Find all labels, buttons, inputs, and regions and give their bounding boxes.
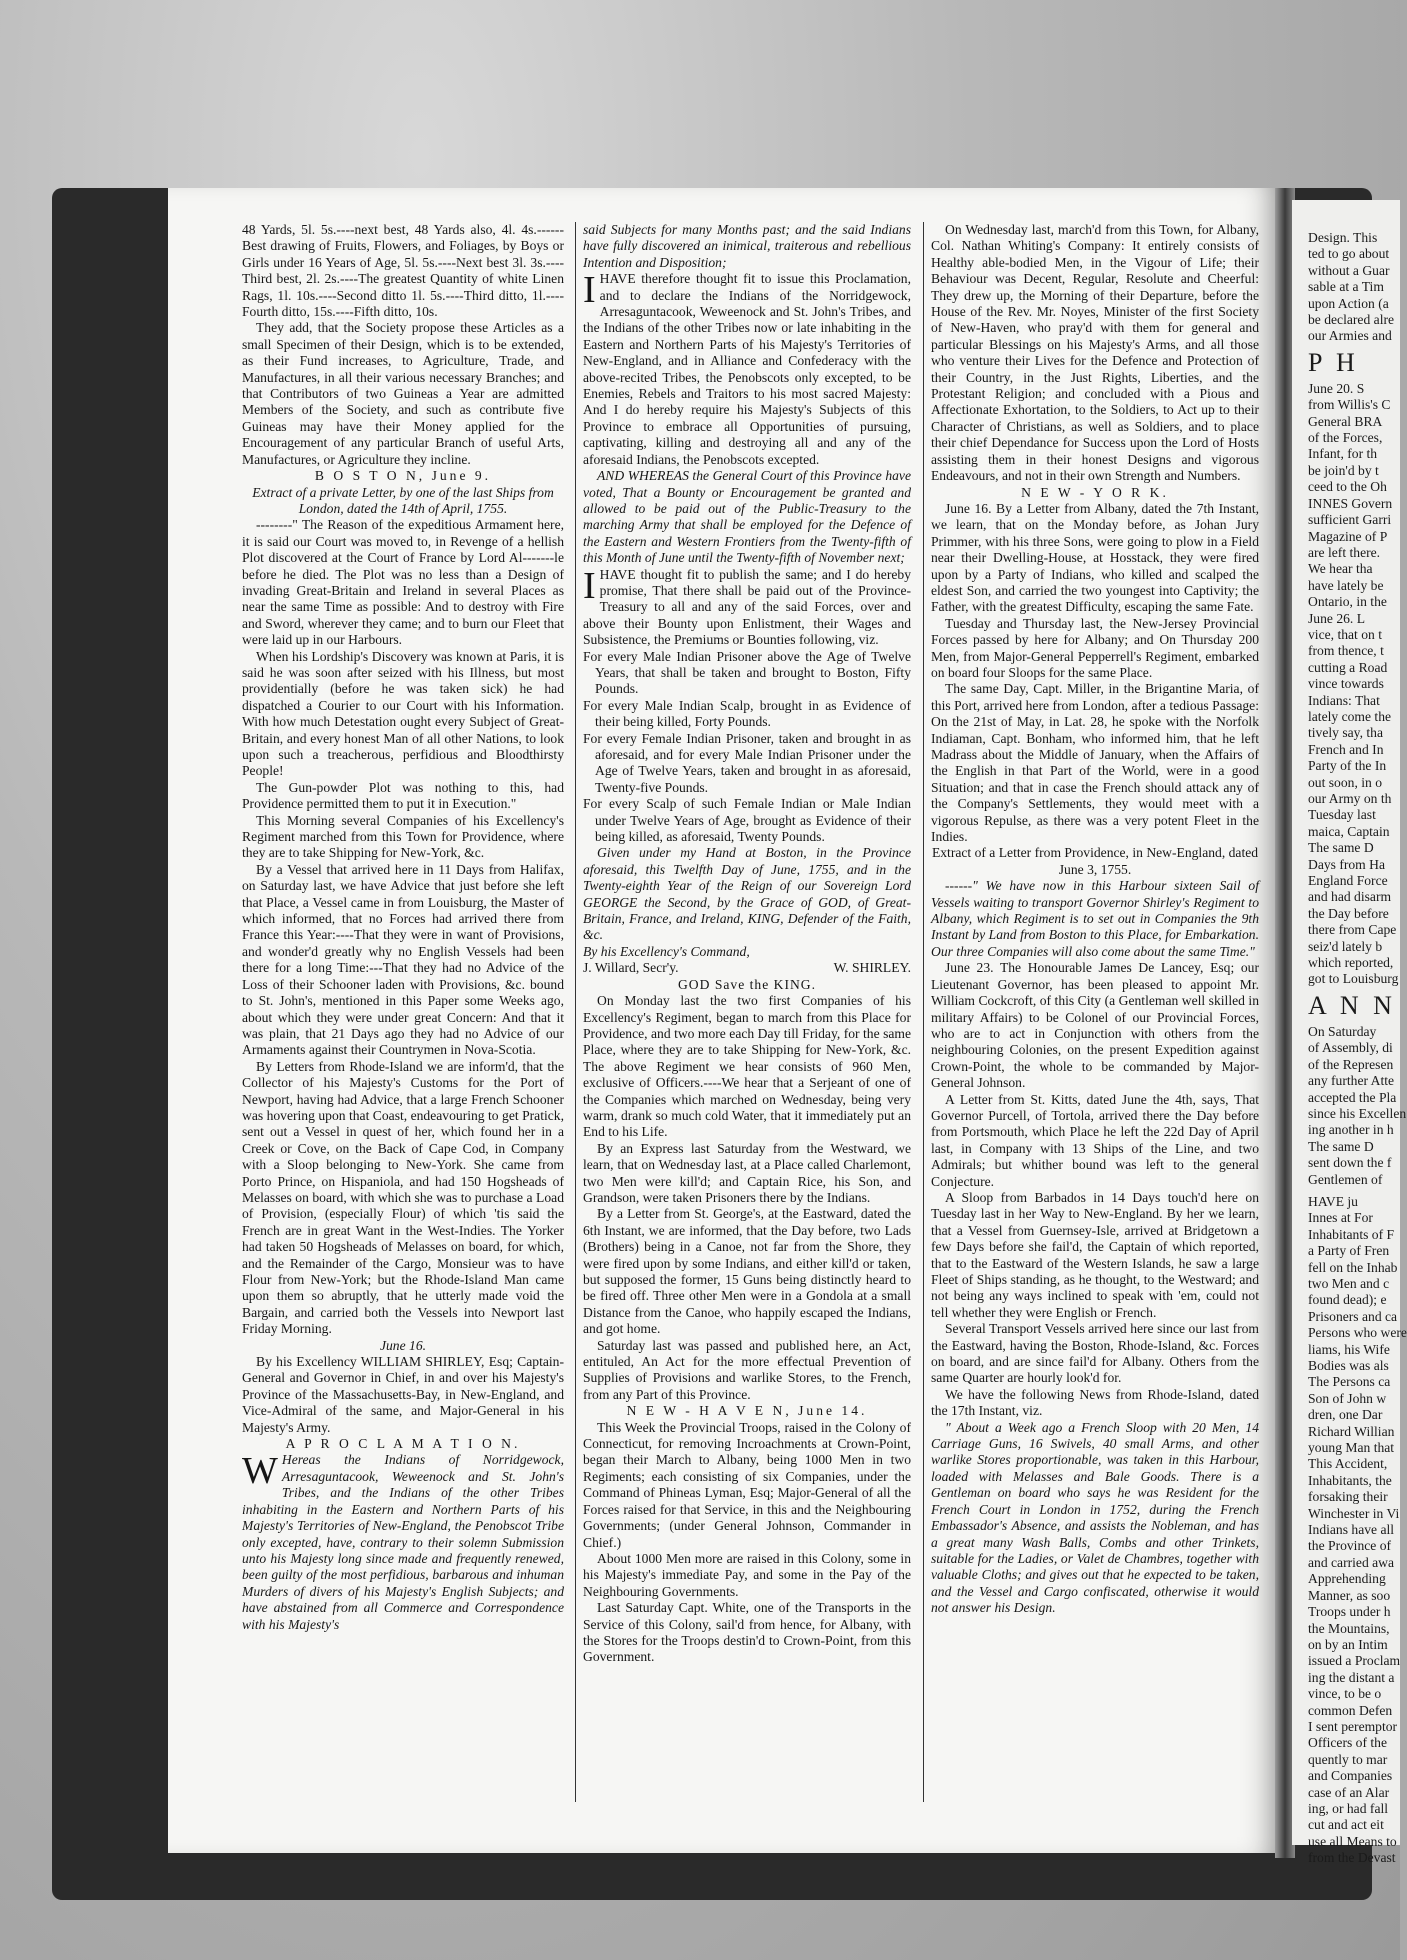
right-page-line: vince towards [1308,676,1384,692]
right-page-line: June 20. S [1308,380,1365,396]
right-page-line: dren, one Dar [1308,1407,1383,1423]
right-page-line: Design. This [1308,230,1378,245]
right-page-line: Indians have all [1308,1522,1395,1538]
providence-extract-text: ------" We have now in this Harbour sixteen Sail of Vessels waiting to transport Governor Shirley's Regiment to Albany, which Regiment is to set out in Companies the 9th Instant by Land from Boston to this Place, for Embarkation. Our three Companies will also come about the same Time." [931,878,1259,959]
right-page-line: a Party of Fren [1308,1243,1390,1259]
right-page-line: got to Louisburg [1308,971,1399,987]
right-page-line: which reported, [1308,955,1394,971]
general-court-paragraph: AND WHEREAS the General Court of this Province have voted, That a Bounty or Encouragement be granted and allowed to be paid out of the Public-Treasury to the marching Army that shall be employed for the Defence of the Eastern and Western Frontiers from the Twenty-fifth of this Month of June until the Twenty-fifth of November next; [583,468,911,566]
right-page-line: We hear tha [1308,561,1373,577]
right-page-line: Apprehending [1308,1571,1386,1587]
right-page-line: ing another in h [1308,1122,1394,1138]
right-page-line: tively say, tha [1308,725,1383,741]
right-page-line: from the Devast [1308,1850,1396,1866]
right-page-block-1 [1308,230,1400,345]
right-page-line: Prisoners and ca [1308,1308,1398,1324]
right-page-line: of the Forces, [1308,430,1383,446]
right-page-line: General BRA [1308,413,1383,429]
column-rule-2 [923,222,924,1802]
proclamation-heading: A P R O C L A M A T I O N. [285,1436,521,1452]
newspaper-page-right [1292,200,1407,1866]
right-page-line: since his Excellen [1308,1105,1407,1121]
column-rule-1 [575,222,576,1802]
right-page-line: young Man that [1308,1440,1395,1456]
right-page-line: from thence, t [1308,643,1384,659]
rhode-island-paragraph: By Letters from Rhode-Island we are inform'd, that the Collector of his Majesty's Customs for the Port of Newport, having had Advice, that a large French Schooner was hovering upon that Coast, endeavouring to get Pratick, sent out a Vessel in quest of her, which found her in a Creek or Cove, on the Back of Cape Cod, in Company with a Sloop belonging to New-York. She came from Porto Prince, on Hispaniola, and had 150 Hogsheads of Melasses on board, with which she was to purchase a Load of Provision, (especially Flour) of which 'tis said the French are in great Want in the West-Indies. The Yorker had taken 50 Hogsheads of Melasses on board, for which, and the Remainder of the Cargo, Monsieur was to have Flour from New-York; but the Rhode-Island Man came upon them so abruptly, that he utterly made void the Bargain, and carried both the Vessels into Newport last Friday Morning. [242,1058,564,1337]
new-jersey-forces-paragraph: Tuesday and Thursday last, the New-Jersey Provincial Forces passed by here for Albany; and On Thursday 200 Men, from Major-General Pepperrell's Regiment, embarked on board four Sloops for the same Place. [931,615,1259,680]
right-page-line: England Force [1308,873,1388,889]
right-page-line: the Province of [1308,1538,1392,1554]
right-page-line: of the Represen [1308,1056,1394,1072]
plot-paragraph: --------" The Reason of the expeditious Armament here, it is said our Court was moved to, in Revenge of a hellish Plot discovered at the Court of France by Lord Al-------le before he died. The Plot was no less than a Design of invading Great-Britain and Ireland in several Places as near the same Time as possible: And to destroy with Fire and Sword, wherever they came; and to burn our Fleet that were laid up in our Harbours. [242,517,564,648]
right-page-line: I sent peremptor [1308,1718,1398,1734]
right-page-line: on by an Intim [1308,1636,1388,1652]
rhode-island-news-paragraph: We have the following News from Rhode-Island, dated the 17th Instant, viz. [931,1386,1259,1419]
gunpowder-paragraph: The Gun-powder Plot was nothing to this, had Providence permitted them to put it in Execution." [242,779,564,812]
right-page-line: ing the distant a [1308,1669,1395,1685]
bounty-item-4: For every Scalp of such Female Indian or Male Indian under Twelve Years of Age, brought as Evidence of their being killed, as aforesaid, Twenty Pounds. [583,796,911,845]
society-paragraph: They add, that the Society propose these Articles as a small Specimen of their Design, which is to be extended, as their Fund increases, to Agriculture, Trade, and Manufactures, in all their various necessary Branches; and that Contributors of two Guineas a Year are admitted Members of the Society, and such as contribute five Guineas may have their Money applied for the Encouragement of any particular Branch of useful Arts, Manufactures, or Agriculture they incline. [242,320,564,467]
proclamation-continued: said Subjects for many Months past; and the said Indians have fully discovered an inimical, traiterous and rebellious Intention and Disposition; [583,222,911,270]
transport-vessels-paragraph: Several Transport Vessels arrived here since our last from the Eastward, having the Boston, Rhode-Island, &c. Forces on board, and are since fail'd for Albany. Others from the same Quarter are hourly look'd for. [931,1321,1259,1386]
right-page-line: Party of the In [1308,758,1387,774]
right-page-line: Persons who were [1308,1325,1407,1341]
right-page-line: quently to mar [1308,1751,1388,1767]
st-georges-paragraph: By a Letter from St. George's, at the Eastward, dated the 6th Instant, we are informed, that the Day before, two Lads (Brothers) being in a Canoe, not far from the Shore, they were fired upon by some Indians, and either kill'd or taken, but supposed the former, 15 Guns being distinctly heard to be fired off. Three other Men were in a Gondola at a small Distance from the Canoe, who happily escaped the Indians, and got home. [583,1206,911,1337]
new-haven-dateline: N E W - H A V E N, June 14. [626,1403,868,1419]
st-kitts-paragraph: A Letter from St. Kitts, dated June the 4th, says, That Governor Purcell, of Tortola, arrived there the Day before from Portsmouth, which Place he left the 22d Day of April last, in Company with 13 Ships of the Line, and two Admirals; but whither bound was left to the general Conjecture. [931,1091,1259,1189]
right-page-line: seiz'd lately b [1308,938,1383,954]
right-page-line: our Army on th [1308,791,1392,806]
extract-heading: Extract of a private Letter, by one of the last Ships from London, dated the 14th of April, 1755. [252,484,554,516]
right-page-line: vice, that on t [1308,626,1382,642]
right-page-line: and Companies [1308,1768,1393,1784]
right-page-line: This Accident, [1308,1456,1388,1472]
right-page-line: Troops under h [1308,1604,1391,1620]
right-page-line: upon Action (a [1308,295,1389,311]
declaration-paragraph [583,271,911,468]
right-page-line: of Assembly, di [1308,1040,1393,1056]
right-page-line: Manner, as soo [1308,1587,1391,1603]
boston-dateline: B O S T O N, June 9. [314,468,492,484]
whiting-company-paragraph: On Wednesday last, march'd from this Town, for Albany, Col. Nathan Whiting's Company: It entirely consists of Healthy able-bodied Men, in the Vigour of Life; their Behaviour was Decent, Regular, Resolute and Cheerful: They drew up, the Morning of their Departure, before the House of the Rev. Mr. Noyes, Minister of the first Society of New-Haven, who pray'd with them for general and particular Blessings on his Majesty's Arms, and all those who venture their Lives for the Defence and Protection of their Country, in the Just Rights, Liberties, and the Protestant Religion; and concluded with a Pious and Affectionate Exhortation, to the Soldiers, to Act up to their Character of Christians, as well as Soldiers, and to place their chief Dependance for Success upon the Lord of Hosts assisting them in their honest Designs and vigorous Endeavours, and not in their own Strength and Numbers. [931,222,1259,484]
right-page-line: lately come the [1308,708,1392,724]
right-page-line: Infant, for th [1308,446,1378,462]
right-page-block-4 [1308,1193,1407,1867]
column-2 [583,222,911,1666]
right-page-line: Inhabitants, the [1308,1472,1392,1488]
right-page-heading-ph: P H [1308,347,1359,377]
secretary-signature: J. Willard, Secr'y. [583,960,679,976]
right-page-line: sent down the f [1308,1155,1392,1171]
right-page-line: ted to go about [1308,246,1390,262]
right-page-line: Richard Willian [1308,1423,1395,1439]
right-page-line: Ontario, in the [1308,594,1387,610]
right-page-line: case of an Alar [1308,1784,1390,1800]
right-page-line: ceed to the Oh [1308,479,1387,495]
bounty-item-2: For every Male Indian Scalp, brought in as Evidence of their being killed, Forty Pounds. [583,697,911,730]
column-3 [931,222,1259,1617]
right-page-line: and carried awa [1308,1554,1395,1570]
right-page-line: Gentlemen of [1308,1171,1383,1187]
right-page-line: Officers of the [1308,1735,1388,1751]
right-page-line: be declared alre [1308,312,1395,328]
bounty-item-3: For every Female Indian Prisoner, taken and brought in as aforesaid, and for every Male Indian Prisoner under the Age of Twelve Years, taken and brought in as aforesaid, Twenty-five Pounds. [583,730,911,795]
right-page-line: are left there. [1308,544,1381,560]
right-page-block-2 [1308,381,1400,988]
drop-cap: I [583,564,596,607]
right-page-line: ing, or had fall [1308,1800,1389,1816]
right-page-line: have lately be [1308,577,1384,593]
right-page-line: sable at a Tim [1308,279,1384,295]
right-page-line: use all Means to [1308,1833,1397,1849]
right-page-line: Tuesday last [1308,807,1376,823]
discovery-paragraph: When his Lordship's Discovery was known at Paris, it is said he was soon after seized with his Illness, but most providentially (before he was taken sick) he had dispatched a Courier to our Court with his Information. With how much Detestation ought every Subject of Great-Britain, and every honest Man of all other Nations, to look upon such a treacherous, perfidious and Bloodthirsty People! [242,648,564,779]
right-page-line: Indians: That [1308,692,1380,708]
right-page-line: Bodies was als [1308,1358,1389,1373]
right-page-line: cutting a Road [1308,659,1388,675]
bounty-paragraph [583,564,911,649]
bounty-text: HAVE thought fit to publish the same; and I do hereby promise, That there shall be paid out of the Province-Treasury to all and any of the said Forces, over and above their Bounty upon Enlistment, their Wages and Subsistence, the Premiums or Bounties following, viz. [583,566,911,648]
right-page-line: maica, Captain [1308,823,1390,839]
right-page-line: The Persons ca [1308,1374,1391,1390]
right-page-line: Inhabitants of F [1308,1226,1395,1242]
right-page-line: INNES Govern [1308,495,1393,511]
proclamation-whereas [242,1452,564,1632]
declaration-text: HAVE therefore thought fit to issue this Proclamation, and to declare the Indians of the Norridgewock, Arresaguntacook, Weweenock and St. John's Tribes, and the Indians of the other Tribes now or late inhabiting in the Eastern and Northern Parts of his Majesty's Territories of New-England, and in Alliance and Confederacy with the above-recited Tribes, the Penobscots only excepted, to be Enemies, Rebels and Traitors to his most sacred Majesty: And I do hereby require his Majesty's Subjects of this Province to embrace all Opportunities of pursuing, captivating, killing and destroying all and any of the aforesaid Indians, the Penobscots excepted. [583,271,911,467]
act-paragraph: Saturday last was passed and published here, an Act, entituled, An Act for the more effectual Prevention of Supplies of Provisions and warlike Stores, to the French, from any Part of this Province. [583,1337,911,1402]
right-page-line: HAVE ju [1308,1193,1358,1209]
right-page-line: without a Guar [1308,262,1390,278]
right-page-text [1292,200,1407,1867]
dateline-june-16: June 16. [379,1337,427,1353]
right-page-line: and had disarm [1308,889,1392,905]
right-page-line: accepted the Pla [1308,1089,1397,1105]
right-page-line: Winchester in Vi [1308,1505,1400,1521]
right-page-line: sufficient Garri [1308,512,1392,528]
right-page-line: issued a Proclam [1308,1653,1401,1669]
regiment-march-paragraph: On Monday last the two first Companies of his Excellency's Regiment, began to march from this Place for Providence, and two more each Day till Friday, for the same Place, where they are to take Shipping for New-York, &c. The above Regiment we hear consists of 960 Men, exclusive of Officers.----We hear that a Serjeant of one of the Companies which marched on Wednesday, being very warm, drank so much cold Water, that it immediately put an End to his Life. [583,993,911,1140]
companies-paragraph: This Morning several Companies of his Excellency's Regiment marched from this Town for Providence, where they are to take Shipping for New-York, &c. [242,812,564,861]
right-page-line: Innes at For [1308,1210,1373,1226]
right-page-line: June 26. L [1308,610,1366,626]
halifax-paragraph: By a Vessel that arrived here in 11 Days from Halifax, on Saturday last, we have Advice that just before she left that Place, a Vessel came in from Louisburg, the Master of which informed, that no Forces had arrived there from France this Year:----That they were in want of Provisions, and wonder'd greatly why no English Vessels had been there for a long Time:---That they had no Advice of the Loss of their Schooner laden with Provisions, &c. bound to St. John's, mentioned in this Paper some Weeks ago, about which they were under great Concern: And that it was plain, that 21 Days ago they had no Advice of our Armaments against their Countrymen in Nova-Scotia. [242,861,564,1058]
right-page-line: be join'd by t [1308,462,1379,478]
right-page-block-3 [1308,1023,1407,1188]
right-page-line: liams, his Wife [1308,1341,1390,1357]
right-page-line: fell on the Inhab [1308,1259,1398,1275]
governor-signature: W. SHIRLEY. [833,960,911,976]
column-1 [242,222,564,1633]
right-page-line: out soon, in o [1308,774,1383,790]
right-page-line: there from Cape [1308,922,1397,938]
new-york-dateline: N E W - Y O R K. [1021,484,1169,500]
right-page-line: found dead); e [1308,1292,1387,1308]
right-page-line: vince, to be o [1308,1686,1382,1702]
proclamation-text: Hereas the Indians of Norridgewock, Arresaguntacook, Weweenock and St. John's Tribes, and the Indians of the other Tribes inhabiting in the Eastern and Northern Parts of his Majesty's Territories of New-England, the Penobscot Tribe only excepted, have, contrary to their solemn Submission unto his Majesty long since made and frequently renewed, been guilty of the most perfidious, barbarous and inhuman Murders of divers of his Majesty's English Subjects; and have abstained from all Commerce and Correspondence with his Majesty's [242,1452,564,1632]
right-page-line: On Saturday [1308,1023,1377,1039]
right-page-line: cut and act eit [1308,1817,1384,1833]
express-paragraph: By an Express last Saturday from the Westward, we learn, that on Wednesday last, at a Place called Charlemont, two Men were kill'd; and Captain Rice, his Son, and Grandson, were taken Prisoners there by the Indians. [583,1140,911,1205]
right-page-line: the Mountains, [1308,1620,1390,1636]
de-lancey-paragraph: June 23. The Honourable James De Lancey, Esq; our Lieutenant Governor, has been pleased to appoint Mr. William Cockcroft, of this City (a Gentleman well skilled in military Affairs) to be Colonel of our Provincial Forces, who are to act in Conjunction with others from the neighbouring Colonies, on the present Expedition against Crown-Point, the whole to be commanded by Major-General Johnson. [931,960,1259,1091]
connecticut-troops-paragraph: This Week the Provincial Troops, raised in the Colony of Connecticut, for removing Incroachments at Crown-Point, began their March to Albany, being 1000 Men in two Regiments; each consisting of six Companies, under the Command of Phineas Lyman, Esq; Major-General of all the Forces raised for that Service, in this and the Neighbouring Governments; (under General Johnson, Commander in Chief.) [583,1419,911,1550]
signature-line [583,960,911,976]
right-page-line: The same D [1308,840,1374,856]
right-page-line: our Armies and [1308,328,1392,344]
right-page-line: two Men and c [1308,1275,1390,1291]
given-under-hand: Given under my Hand at Boston, in the Province aforesaid, this Twelfth Day of June, 1755, and in the Twenty-eighth Year of the Reign of our Sovereign Lord GEORGE the Second, by the Grace of GOD, of Great-Britain, France, and Ireland, KING, Defender of the Faith, &c. [583,845,911,943]
barbados-sloop-paragraph: A Sloop from Barbados in 14 Days touch'd here on Tuesday last in her Way to New-England. By her we learn, that a Vessel from Guernsey-Isle, arrived at Bridgetown a few Days before she fail'd, the Captain of which reported, that to the Eastward of the Western Islands, he saw a large Fleet of Ships standing, as he thought, to the Westward; and not being any ways inclined to speak with 'em, could not tell whether they were English or French. [931,1189,1259,1320]
french-sloop-paragraph: " About a Week ago a French Sloop with 20 Men, 14 Carriage Guns, 16 Swivels, 40 small Arms, and other warlike Stores proportionable, was taken in this Harbour, loaded with Melasses and Bale Goods. There is a Gentleman on board who says he was Resident for the French Court in London in 1752, during the French Embassador's Absence, and assists the Nobleman, and has a great many Wash Balls, Combs and other Trinkets, suitable for the Ladies, or Valet de Chambres, together with valuable Cloths; and gives out that he expected to be taken, and the Vessel and Cargo confiscated, otherwise it would not answer his Design. [931,1419,1259,1616]
right-page-line: Days from Ha [1308,856,1386,872]
colony-men-paragraph: About 1000 Men more are raised in this Colony, some in his Majesty's immediate Pay, and some in the Pay of the Neighbouring Governments. [583,1550,911,1599]
drop-cap: W [242,1450,278,1493]
capt-miller-paragraph: The same Day, Capt. Miller, in the Brigantine Maria, of this Port, arrived here from London, after a tedious Passage: On the 21st of May, in Lat. 28, he spoke with the Norfolk Indiaman, Capt. Bonham, who informed him, that he left Madrass about the Middle of January, when the Affairs of the English in that Part of the World, were in a good Situation; and that in case the French should attack any of the Company's Settlements, they would meet with a vigorous Repulse, as there was a very potent Fleet in the Indies. [931,681,1259,845]
right-page-line: forsaking their [1308,1489,1388,1505]
by-command: By his Excellency's Command, [583,943,750,959]
right-page-line: The same D [1308,1138,1374,1154]
right-page-heading-ann: A N N [1308,990,1396,1020]
god-save-the-king: GOD Save the KING. [677,976,817,992]
prize-list: 48 Yards, 5l. 5s.----next best, 48 Yards also, 4l. 4s.------Best drawing of Fruits, Flowers, and Foliages, by Boys or Girls under 16 Years of Age, 5l. 5s.----Next best 3l. 3s.----Third best, 2l. 2s.----The greatest Quantity of white Linen Rags, 1l. 10s.----Second ditto 1l. 5s.----Third ditto, 1l.----Fourth ditto, 15s.----Fifth ditto, 10s. [242,222,564,320]
albany-letter-paragraph: June 16. By a Letter from Albany, dated the 7th Instant, we learn, that on the Monday before, as Johan Jury Primmer, with his three Sons, were going to plow in a Field near their Dwelling-House, at Hosstack, they were fired upon by a Party of Indians, who killed and scalped the eldest Son, and carried the two youngest into Captivity; the Father, with the greatest Difficulty, escaping the same Fate. [931,500,1259,615]
shirley-title-paragraph: By his Excellency WILLIAM SHIRLEY, Esq; Captain-General and Governor in Chief, in and over his Majesty's Province of the Massachusetts-Bay, in New-England, and Vice-Admiral of the same, and Major-General in his Majesty's Army. [242,1354,564,1435]
right-page-line: Magazine of P [1308,528,1388,544]
capt-white-paragraph: Last Saturday Capt. White, one of the Transports in the Service of this Colony, sail'd from hence, for Albany, with the Stores for the Troops destin'd to Crown-Point, from this Government. [583,1600,911,1665]
right-page-line: from Willis's C [1308,397,1391,413]
drop-cap: I [583,269,596,312]
right-page-line: the Day before [1308,905,1389,921]
right-page-line: any further Atte [1308,1073,1395,1089]
right-page-line: Son of John w [1308,1390,1387,1406]
bounty-item-1: For every Male Indian Prisoner above the Age of Twelve Years, that shall be taken and brought to Boston, Fifty Pounds. [583,648,911,697]
right-page-line: common Defen [1308,1702,1393,1718]
right-page-line: French and In [1308,741,1384,757]
providence-extract-heading: Extract of a Letter from Providence, in New-England, dated June 3, 1755. [931,845,1259,877]
